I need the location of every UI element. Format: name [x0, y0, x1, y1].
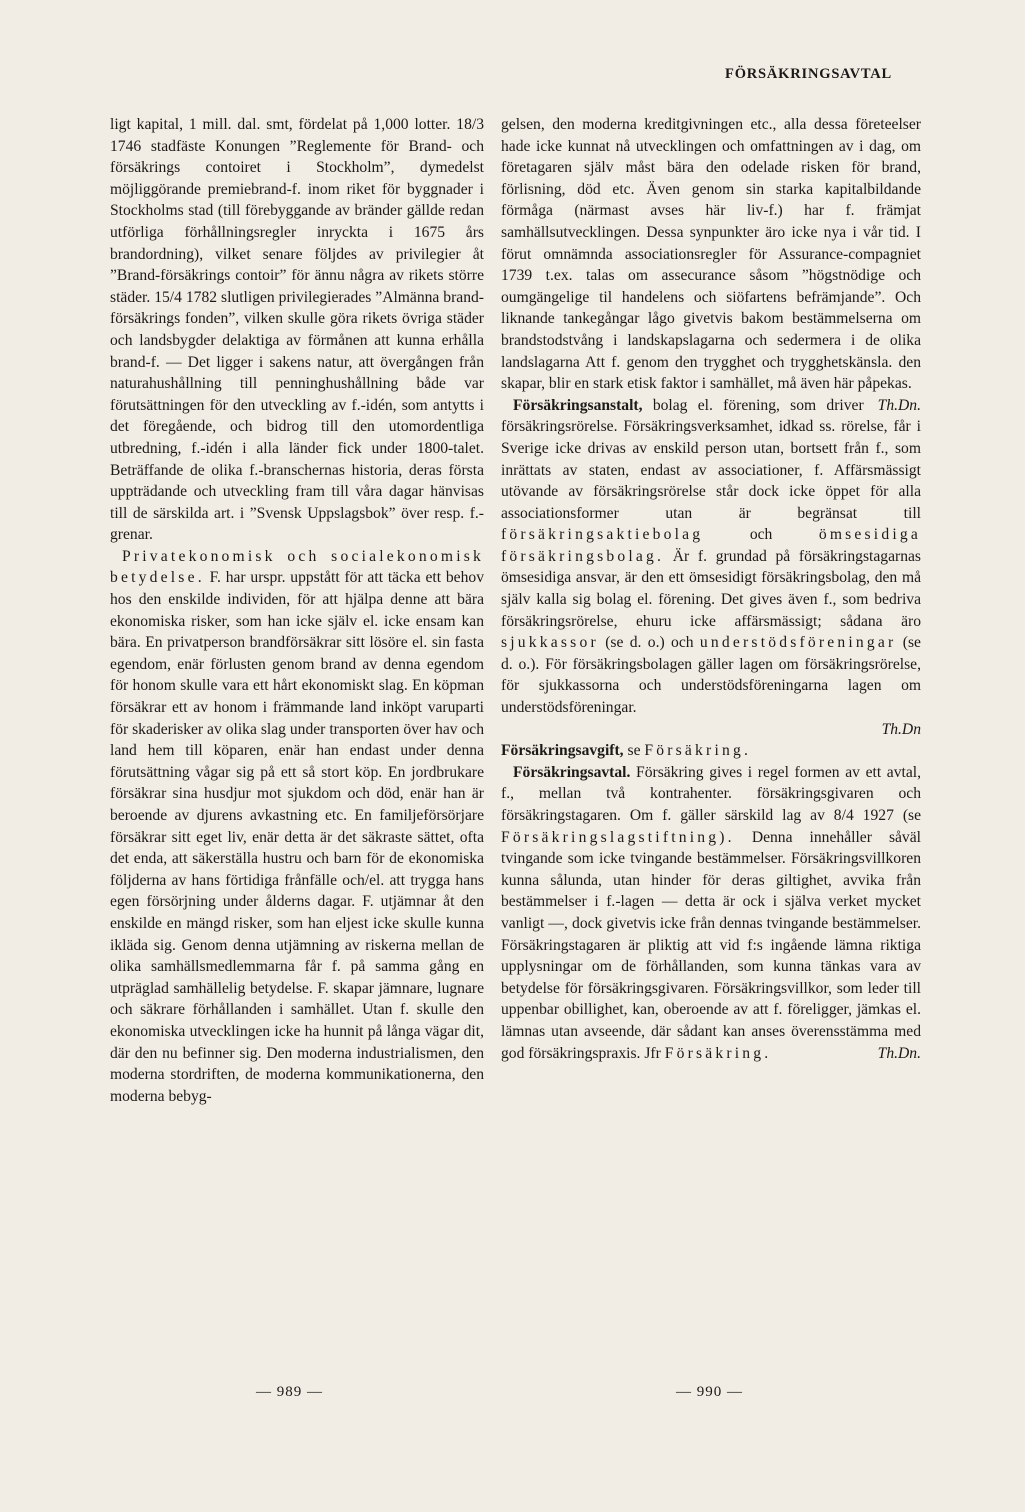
- cross-reference: ömsesidiga försäkringsbolag.: [501, 526, 921, 565]
- entry-text: se: [627, 742, 641, 760]
- left-paragraph-text: F. har urspr. uppstått för att täcka ett behov hos den enskilde individen, för att hjälpa denne att bära ekonomiska risker, som han icke själv el. icke ensam kan bära. En privatperson brandförsäkrar sitt lösöre el. sin fasta egendom, enär förlusten genom brand av denna egendom för honom skulle vara ett hårt ekonomiskt slag. En köpman försäkrar ett av honom i främmande land inköpt varuparti för skaderisker av olika slag under transporten över hav och land hem till köparen, enär han endast under denna förutsättning vågar sig på ett så stort köp. En jordbrukare försäkrar sina husdjur mot sjukdom och död, enär han är beroende av djurens avkastning etc. En familjeförsörjare försäkrar sitt eget liv, enär detta är det säkraste sättet, ofta det enda, att säkerställa hustru och barn för de ekonomiska följderna av hans förtidiga frånfälle och/el. att trygga hans egen försörjning under ålderns dagar. F. utjämnar åt den enskilde en mängd risker, som han eljest icke skulle kunna ikläda sig. Genom denna utjämning av riskerna mellan de olika samhällsmedlemmarna får f. på samma gång en utpräglad samhällelig betydelse. F. skapar jämnare, lugnare och säkrare förhållanden i samhället. Utan f. skulle den ekonomiska utvecklingen icke ha hunnit på långa vägar dit, där den nu befinner sig. Den moderna industrialismen, den moderna stordriften, de moderna kommunikationerna, den moderna bebyg-: [110, 569, 484, 1105]
- entry-text: (se d. o.) och: [605, 634, 694, 652]
- left-paragraph-history: ligt kapital, 1 mill. dal. smt, fördelat på 1,000 lotter. 18/3 1746 stadfäste Konungen ”Reglemente för Brand- och försäkrings contoiret i Stockholm”, dymedelst möjliggörande premiebrand-f. inom riket för byggnader i Stockholms stad (till förebyggande av bränder gällde redan utförliga förhållningsregler inryckta i 1675 års brandordning), vilket senare följdes av privilegier åt ”Brand-försäkrings contoir” för ännu några av rikets större städer. 15/4 1782 slutligen privilegierades ”Almänna brand-försäkrings fonden”, vilken skulle göra rikets övriga städer och landsbygder delaktiga av förmånen att kunna erhålla brand-f. — Det ligger i sakens natur, att övergången från naturahushållning till penninghushållning både var förutsättningen för den utveckling av f.-idén, som antytts i det föregående, och bidrog till den utomordentliga utbredning, f.-idén i alla länder fick under 1800-talet. Beträffande de olika f.-branschernas historia, deras första uppträdande och utveckling fram till våra dagar hänvisas till de särskilda art. i ”Svensk Uppslagsbok” över resp. f.-grenar.: [110, 116, 484, 544]
- entry-text: Denna innehåller såväl tvingande som icke tvingande bestämmelser. Försäkringsvillkoren kunna sålunda, utan hinder för deras giltighet, avvika från bestämmelser i f.-lagen — detta är ock i själva verket mycket vanligt —, dock givetvis icke från dennas tvingande bestämmelser. Försäkringstagaren är pliktig att vid f:s ingående lämna riktiga upplysningar om de förhållanden, som kunna tänkas vara av betydelse för försäkringsgivaren. Försäkringsvillkor, som leder till uppenbar obillighet, kan, oberoende av att f. föreligger, jämkas el. lämnas utan avseende, där sådant kan anses överensstämma med god försäkringspraxis. Jfr: [501, 828, 921, 1062]
- cross-reference: understödsföreningar: [699, 634, 897, 652]
- cross-reference: Försäkring.: [644, 742, 752, 760]
- left-paragraph-significance: [110, 546, 484, 1107]
- entry-forsakringsanstalt: [501, 395, 921, 719]
- cross-reference: Försäkringslagstiftning).: [501, 828, 735, 846]
- entry-text: Försäkring gives i regel formen av ett avtal, f., mellan två kontrahenter. försäkringsgivaren och försäkringstagaren. Om f. gäller särskild lag av 8/4 1927 (se: [501, 763, 921, 824]
- headword: Försäkringsavgift,: [501, 742, 624, 760]
- entry-text: (se d. o.). För försäkringsbolagen gäller lagen om försäkringsrörelse, för sjukkassorna och understödsföreningarna lagen om understödsföreningar.: [501, 634, 921, 717]
- entry-text: bolag el. förening, som driver försäkringsrörelse. Försäkringsverksamhet, idkad ss. rörelse, får i Sverige icke drivas av enskild person utan, bortsett från f., som inrättats av staten, endast av associationer, f. Affärsmässigt utövande av försäkringsrörelse står dock icke öppet för alla associationsformer utan är begränsat till: [501, 396, 921, 522]
- entry-text: och: [749, 526, 773, 544]
- entry-forsakringsavtal: [501, 762, 921, 1064]
- headword: Försäkringsavtal.: [513, 763, 631, 781]
- author-signature: Th.Dn: [881, 720, 921, 738]
- page-number-right: — 990 —: [676, 1384, 743, 1400]
- cross-reference: försäkringsaktiebolag: [501, 526, 704, 544]
- cross-reference: sjukkassor: [501, 634, 599, 652]
- author-signature: Th.Dn.: [877, 396, 921, 414]
- right-column: [501, 114, 921, 1064]
- author-signature: Th.Dn.: [877, 1044, 921, 1062]
- headword: Försäkringsanstalt,: [513, 396, 643, 414]
- left-column: [110, 114, 484, 1107]
- page-number-left: — 989 —: [256, 1384, 323, 1400]
- section-heading: Privatekonomisk och socialekonomisk betydelse.: [110, 547, 484, 587]
- cross-reference: Försäkring.: [664, 1044, 772, 1062]
- running-head: FÖRSÄKRINGSAVTAL: [725, 66, 892, 82]
- entry-forsakringsavgift: [501, 740, 921, 762]
- continued-text: gelsen, den moderna kreditgivningen etc., alla dessa företeelser hade icke kunnat nå utvecklingen och omfattningen av i dag, om företagaren själv måst bära den odelade risken för brand, förlisning, död etc. Även genom sin starka kapitalbildande förmåga (närmast avses här liv-f.) har f. främjat samhällsutvecklingen. Dessa synpunkter äro icke nya i vår tid. I förut omnämnda associationsregler för Assurance-compagniet 1739 t.ex. talas om assecurance såsom ”högstnödige och oumgängelige til handelens och siöfartens befrämjande”. Och liknande tankegångar lågo givetvis bakom bestämmelserna om brandstodstvång i landskapslagarna och sedermera i de olika landslagarna Att f. genom den trygghet och trygghetskänsla. den skapar, blir en stark etisk faktor i samhället, må även här påpekas.: [501, 116, 921, 393]
- entry-text: Är f. grundad på försäkringstagarnas ömsesidiga ansvar, är den ett ömsesidigt försäkringsbolag, den må själv kalla sig bolag el. förening. Det gives även f., som bedriva försäkringsrörelse, ehuru icke affärsmässigt; sådana äro: [501, 547, 921, 630]
